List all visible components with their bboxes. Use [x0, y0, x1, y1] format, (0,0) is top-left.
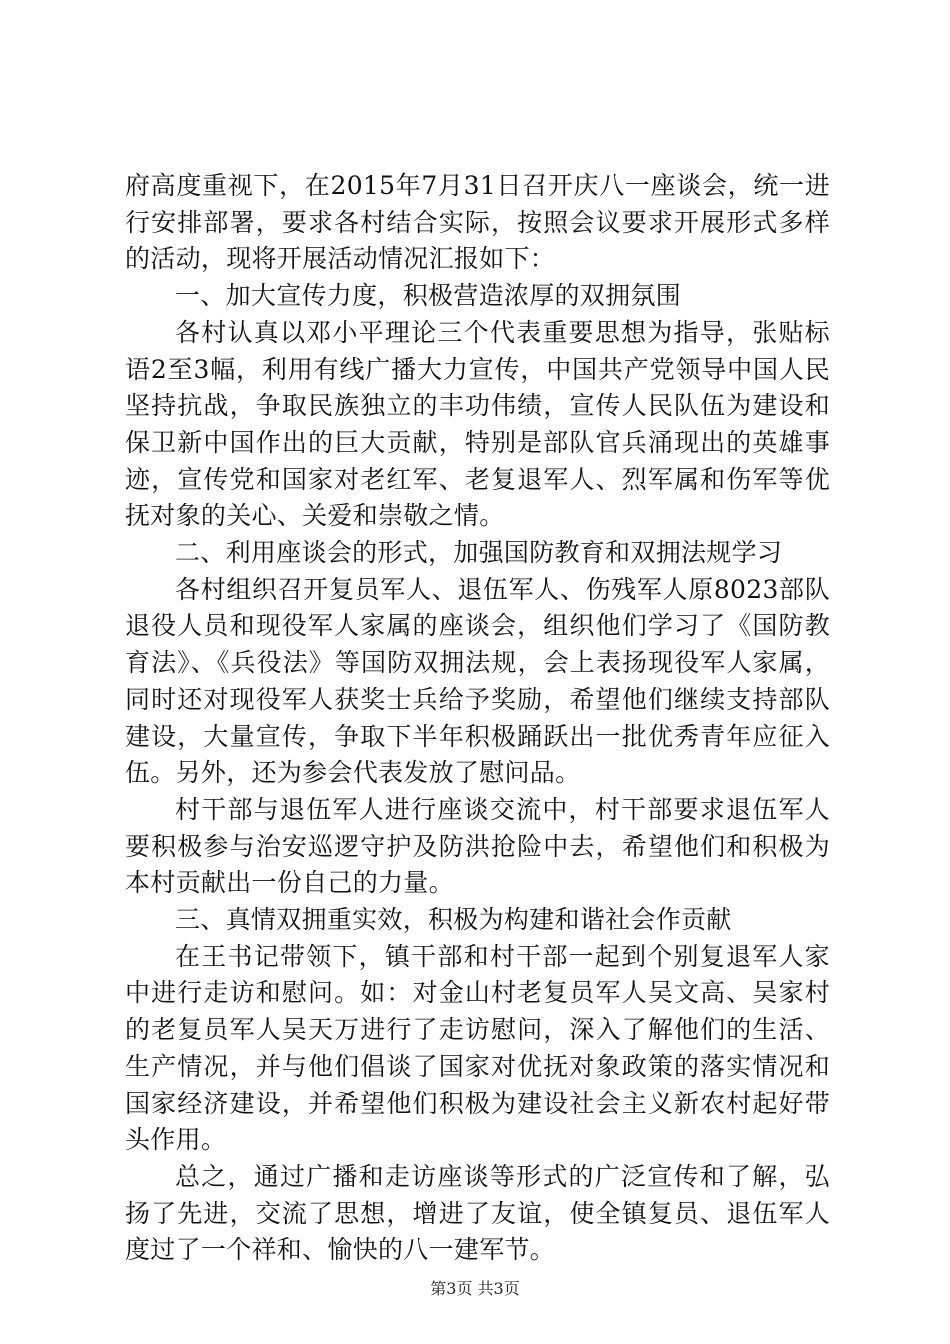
section-heading-3: 三、真情双拥重实效，积极为构建和谐社会作贡献 — [175, 905, 732, 935]
paragraph-intro-continued: 府高度重视下，在2015年7月31日召开庆八一座谈会，统一进行安排部署，要求各村结合实际，按照会议要求开展形式多样的活动，现将开展活动情况汇报如下： — [125, 171, 830, 274]
paragraph-section-2: 各村组织召开复员军人、退伍军人、伤残军人原8023部队退役人员和现役军人家属的座谈会，组织他们学习了《国防教育法》、《兵役法》等国防双拥法规，会上表扬现役军人家属，同时还对现役军人获奖士兵给予奖励，希望他们继续支持部队建设，大量宣传，争取下半年积极踊跃出一批优秀青年应征入伍。另外，还为参会代表发放了慰问品。 — [125, 574, 830, 788]
page-number-footer: 第3页 共3页 — [430, 1279, 520, 1298]
section-heading-2: 二、利用座谈会的形式，加强国防教育和双拥法规学习 — [175, 538, 783, 568]
paragraph-section-1: 各村认真以邓小平理论三个代表重要思想为指导，张贴标语2至3幅，利用有线广播大力宣传，中国共产党领导中国人民坚持抗战，争取民族独立的丰功伟绩，宣传人民队伍为建设和保卫新中国作出的巨大贡献，特别是部队官兵涌现出的英雄事迹，宣传党和国家对老红军、老复退军人、烈军属和伤军等优抚对象的关心、关爱和崇敬之情。 — [125, 317, 830, 531]
paragraph-section-3: 在王书记带领下，镇干部和村干部一起到个别复退军人家中进行走访和慰问。如：对金山村老复员军人吴文高、吴家村的老复员军人吴天万进行了走访慰问，深入了解他们的生活、生产情况，并与他们倡谈了国家对优抚对象政策的落实情况和国家经济建设，并希望他们积极为建设社会主义新农村起好带头作用。 — [125, 941, 830, 1155]
document-body — [125, 168, 830, 1269]
paragraph-conclusion: 总之，通过广播和走访座谈等形式的广泛宣传和了解，弘扬了先进，交流了思想，增进了友谊，使全镇复员、退伍军人度过了一个祥和、愉快的八一建军节。 — [125, 1161, 830, 1265]
section-heading-1: 一、加大宣传力度，积极营造浓厚的双拥氛围 — [175, 281, 682, 311]
paragraph-section-2-extra: 村干部与退伍军人进行座谈交流中，村干部要求退伍军人要积极参与治安巡逻守护及防洪抢险中去，希望他们和积极为本村贡献出一份自己的力量。 — [125, 794, 830, 898]
